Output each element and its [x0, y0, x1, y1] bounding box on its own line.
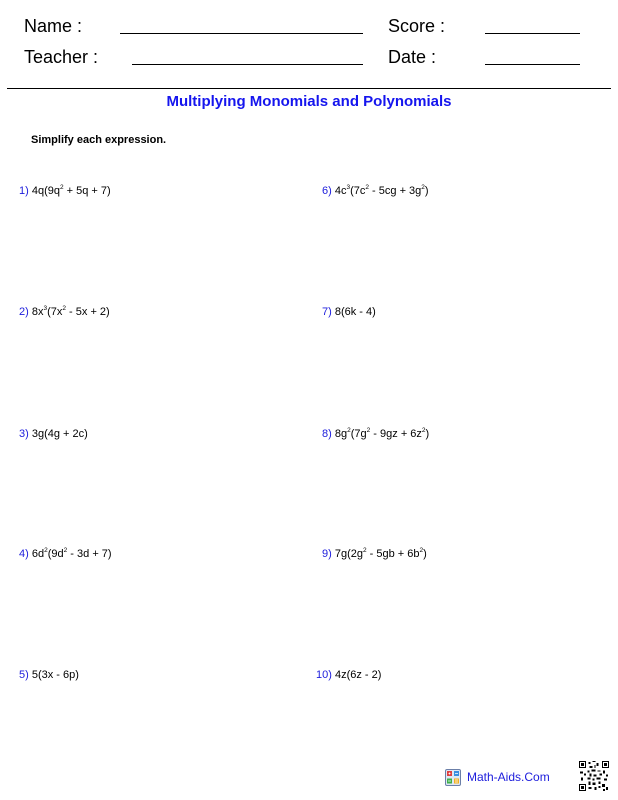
exponent: 2	[62, 305, 66, 312]
name-label: Name :	[24, 16, 83, 36]
problem-7	[322, 305, 376, 319]
problem-number: 4)	[19, 548, 29, 560]
header-divider	[7, 88, 611, 89]
exponent: 2	[421, 184, 425, 191]
exponent: 2	[347, 427, 351, 434]
problem-expression	[335, 669, 381, 681]
exponent: 2	[366, 427, 371, 434]
name-field[interactable]	[120, 33, 363, 34]
problem-expression	[335, 428, 429, 440]
problem-1	[19, 184, 111, 198]
date-label: Date :	[388, 47, 437, 67]
problem-expression	[32, 185, 111, 197]
problem-10	[316, 668, 381, 682]
exponent: 2	[44, 547, 48, 554]
expression-text: 3g(4g + 2c)	[31, 428, 88, 440]
problem-expression	[32, 548, 112, 560]
exponent: 2	[362, 547, 367, 554]
expression-text: (7g	[350, 428, 367, 440]
problem-number: 8)	[322, 428, 332, 440]
exponent: 2	[63, 547, 68, 554]
problem-4	[19, 547, 112, 561]
exponent: 2	[59, 184, 64, 191]
expression-text: (7c	[350, 185, 366, 197]
problem-number: 6)	[322, 185, 332, 197]
expression-text: - 5gb + 6b	[366, 548, 420, 560]
problem-8	[322, 427, 429, 441]
expression-text: 4q(9q	[31, 185, 60, 197]
score-label: Score :	[388, 16, 446, 36]
expression-text: - 5cg + 3g	[369, 185, 422, 197]
expression-text: (9d	[47, 548, 64, 560]
worksheet-title: Multiplying Monomials and Polynomials	[166, 93, 452, 110]
expression-text: 8(6k - 4)	[334, 306, 376, 318]
expression-text: 8x	[31, 306, 44, 318]
score-field[interactable]	[485, 33, 580, 34]
expression-text: )	[423, 548, 427, 560]
problem-expression	[335, 548, 427, 560]
problem-number: 7)	[322, 306, 332, 318]
expression-text: 5(3x - 6p)	[31, 669, 79, 681]
exponent: 2	[419, 547, 424, 554]
expression-text: )	[425, 428, 430, 440]
expression-text: - 5x + 2)	[66, 306, 110, 318]
problem-expression	[335, 306, 376, 318]
site-link[interactable]: Math-Aids.Com	[467, 770, 550, 784]
teacher-field[interactable]	[132, 64, 363, 65]
problem-expression	[32, 306, 110, 318]
problem-number: 9)	[322, 548, 332, 560]
expression-text: (7x	[47, 306, 63, 318]
calculator-icon	[445, 769, 461, 786]
exponent: 3	[346, 184, 351, 191]
teacher-label: Teacher :	[24, 47, 99, 67]
problem-3	[19, 427, 88, 441]
exponent: 3	[43, 305, 48, 312]
expression-text: 4z(6z - 2)	[334, 669, 382, 681]
expression-text: 6d	[31, 548, 45, 560]
expression-text: - 9gz + 6z	[370, 428, 422, 440]
problem-number: 3)	[19, 428, 29, 440]
problem-expression	[335, 185, 429, 197]
problem-2	[19, 305, 110, 319]
expression-text: )	[424, 185, 429, 197]
problem-number: 1)	[19, 185, 29, 197]
date-field[interactable]	[485, 64, 580, 65]
expression-text: 7g(2g	[334, 548, 363, 560]
expression-text: - 3d + 7)	[67, 548, 112, 560]
problem-6	[322, 184, 429, 198]
exponent: 2	[365, 184, 369, 191]
expression-text: 8g	[334, 428, 348, 440]
expression-text: 4c	[334, 185, 347, 197]
problem-number: 10)	[316, 669, 332, 681]
problem-9	[322, 547, 427, 561]
exponent: 2	[421, 427, 426, 434]
problem-expression	[32, 428, 88, 440]
problem-number: 5)	[19, 669, 29, 681]
problem-number: 2)	[19, 306, 29, 318]
problem-5	[19, 668, 79, 682]
qr-code-icon	[579, 761, 609, 791]
expression-text: + 5q + 7)	[63, 185, 111, 197]
instructions: Simplify each expression.	[31, 134, 167, 146]
problem-expression	[32, 669, 79, 681]
